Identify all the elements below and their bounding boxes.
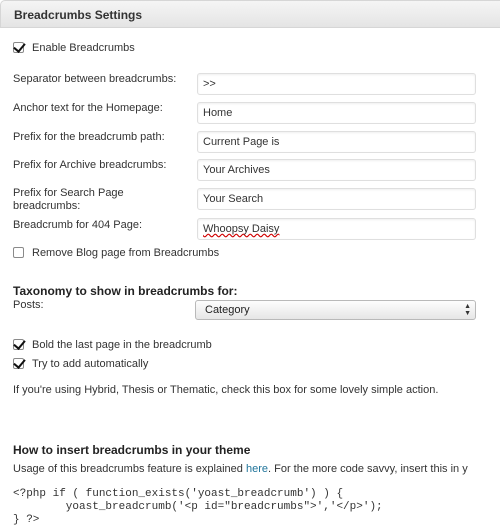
- theme-hint: If you're using Hybrid, Thesis or Thematic, check this box for some lovely simple action.: [13, 384, 439, 396]
- auto-add-checkbox[interactable]: [13, 358, 24, 369]
- taxonomy-heading: Taxonomy to show in breadcrumbs for:: [13, 284, 238, 298]
- code-line-2: yoast_breadcrumb('<p id="breadcrumbs">','</p>');: [13, 501, 383, 513]
- search-prefix-label: Prefix for Search Page breadcrumbs:: [13, 187, 124, 212]
- breadcrumb-prefix-label: Prefix for the breadcrumb path:: [13, 131, 165, 143]
- 404-label: Breadcrumb for 404 Page:: [13, 219, 143, 231]
- home-anchor-label: Anchor text for the Homepage:: [13, 102, 163, 114]
- bold-last-label: Bold the last page in the breadcrumb: [32, 339, 212, 351]
- bold-last-checkbox[interactable]: [13, 339, 24, 350]
- enable-breadcrumbs-checkbox[interactable]: [13, 42, 24, 53]
- 404-input-value: Whoopsy Daisy: [203, 223, 280, 235]
- 404-input[interactable]: [197, 218, 476, 240]
- archive-prefix-label: Prefix for Archive breadcrumbs:: [13, 159, 167, 171]
- panel-header: [0, 0, 500, 28]
- panel-title: Breadcrumbs Settings: [14, 8, 143, 22]
- remove-blog-label: Remove Blog page from Breadcrumbs: [32, 247, 220, 259]
- code-line-3: } ?>: [13, 514, 40, 526]
- search-prefix-input[interactable]: Your Search: [197, 188, 476, 210]
- howto-text-before: Usage of this breadcrumbs feature is explained: [13, 463, 246, 475]
- separator-input[interactable]: >>: [197, 73, 476, 95]
- enable-breadcrumbs-label: Enable Breadcrumbs: [32, 42, 135, 54]
- howto-heading: How to insert breadcrumbs in your theme: [13, 443, 251, 457]
- archive-prefix-input[interactable]: Your Archives: [197, 159, 476, 181]
- posts-taxonomy-select[interactable]: [195, 300, 476, 320]
- separator-label: Separator between breadcrumbs:: [13, 73, 177, 85]
- code-line-1: <?php if ( function_exists('yoast_breadcrumb') ) {: [13, 488, 344, 500]
- remove-blog-checkbox[interactable]: [13, 247, 24, 258]
- breadcrumb-prefix-input[interactable]: Current Page is: [197, 131, 476, 153]
- home-anchor-input[interactable]: Home: [197, 102, 476, 124]
- auto-add-label: Try to add automatically: [32, 358, 149, 370]
- posts-taxonomy-value: Category: [205, 304, 250, 316]
- posts-label: Posts:: [13, 299, 44, 311]
- howto-text-after: . For the more code savvy, insert this in y: [268, 463, 468, 475]
- howto-here-link[interactable]: here: [245, 463, 268, 475]
- select-arrows-icon: ▲ ▼: [464, 303, 471, 317]
- howto-text: [13, 463, 468, 475]
